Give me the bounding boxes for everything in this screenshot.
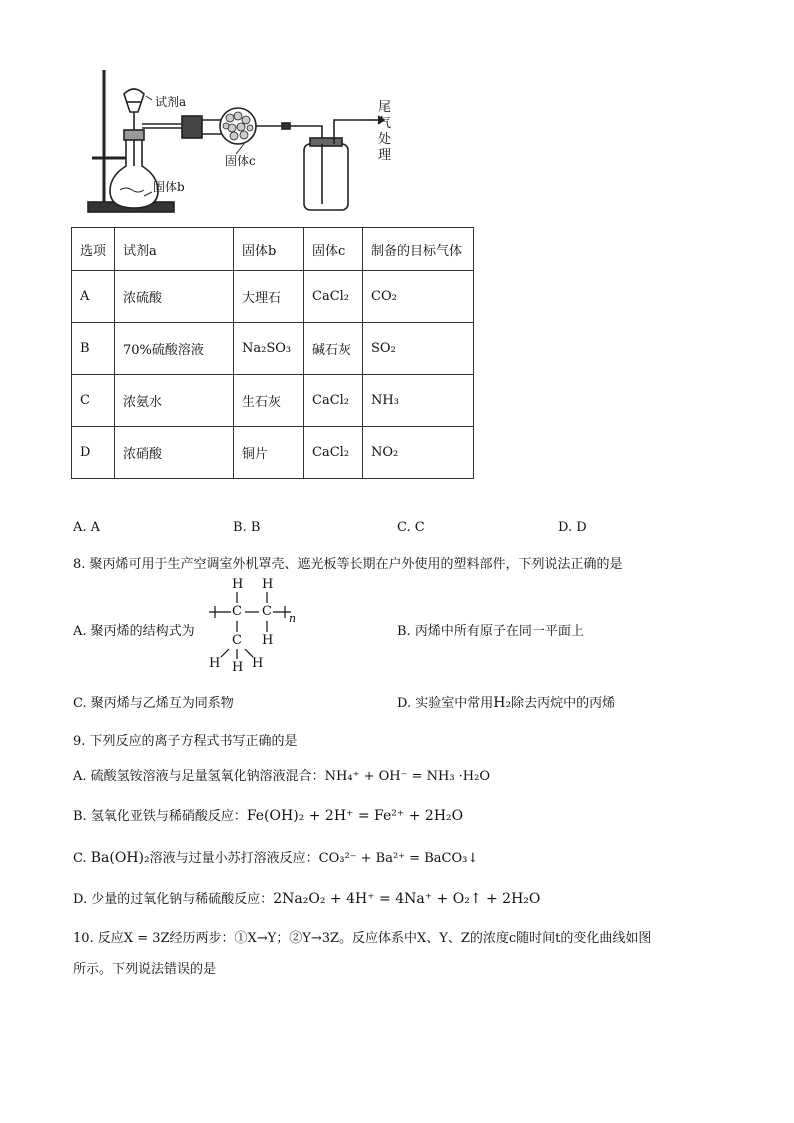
atom-h: H [262,633,274,648]
atom-h: H [209,656,221,671]
table-row [72,271,474,323]
table-cell: Na₂SO₃ [234,323,304,375]
tail-gas-char: 气 [378,116,392,131]
q7-choice-d: D. D [558,520,587,535]
atom-h: H [252,656,264,671]
q8-option-c: C. 聚丙烯与乙烯互为同系物 [73,696,234,711]
apparatus-figure [86,66,406,218]
q9-option-b-text: B. 氢氧化亚铁与稀硝酸反应： [73,809,247,824]
q9-option-d-text: D. 少量的过氧化钠与稀硫酸反应： [73,892,274,907]
q9-option-d [73,888,540,907]
table-header-cell: 试剂a [115,228,234,271]
table-header-cell: 固体c [304,228,363,271]
atom-c: C [262,604,272,619]
repeat-n: n [289,612,297,625]
table-cell: CaCl₂ [304,375,363,427]
q9-option-a [73,765,490,784]
table-cell: 70%硫酸溶液 [115,323,234,375]
tail-gas-char: 理 [378,148,392,163]
label-solid-b: 固体b [153,180,185,194]
table-cell: NO₂ [363,427,474,479]
polypropylene-structure [205,575,305,679]
label-tail-gas [378,100,392,164]
q7-choice-a: A. A [73,520,101,535]
table-cell: NH₃ [363,375,474,427]
atom-h: H [232,660,244,675]
q9-option-b-equation: Fe(OH)₂ + 2H⁺ = Fe²⁺ + 2H₂O [246,808,464,824]
table-cell: SO₂ [363,323,474,375]
q9-option-c [73,847,478,866]
q9-option-d-equation: 2Na₂O₂ + 4H⁺ = 4Na⁺ + O₂↑ + 2H₂O [273,891,541,907]
table-cell: 铜片 [234,427,304,479]
q7-choice-c: C. C [397,520,425,535]
q9-option-c-base: Ba(OH)₂ [90,850,150,866]
q10-stem-line1: 10. 反应X = 3Z经历两步：①X→Y；②Y→3Z。反应体系中X、Y、Z的浓度c随时间t的变化曲线如图 [73,931,652,946]
table-cell: 生石灰 [234,375,304,427]
q8-option-d-h2: H₂ [493,695,512,711]
table-cell: D [72,427,115,479]
label-reagent-a: 试剂a [155,95,187,109]
table-header-cell: 固体b [234,228,304,271]
table-header-cell: 选项 [72,228,115,271]
table-cell: 浓硫酸 [115,271,234,323]
table-row [72,427,474,479]
q9-option-c-text: 溶液与过量小苏打溶液反应： [149,851,319,866]
table-row [72,375,474,427]
q8-stem: 8. 聚丙烯可用于生产空调室外机罩壳、遮光板等长期在户外使用的塑料部件，下列说法正确的是 [73,557,623,572]
q8-option-b: B. 丙烯中所有原子在同一平面上 [397,624,584,639]
atom-c: C [232,604,242,619]
atom-c: C [232,633,242,648]
q9-option-a-text: A. 硫酸氢铵溶液与足量氢氧化钠溶液混合： [73,769,325,784]
table-row [72,323,474,375]
q8-option-d [397,692,615,711]
options-table [71,227,474,479]
atom-h: H [262,577,274,592]
q8-option-a: A. 聚丙烯的结构式为 [73,624,195,639]
q9-option-b [73,805,463,824]
table-header-row [72,228,474,271]
q7-choice-b: B. B [233,520,261,535]
q8-option-d-pre: D. 实验室中常用 [397,696,494,711]
tail-gas-char: 尾 [378,100,392,115]
q10-stem-line2: 所示。下列说法错误的是 [73,962,217,977]
table-cell: CaCl₂ [304,271,363,323]
q9-option-c-pre: C. [73,851,91,866]
table-cell: CaCl₂ [304,427,363,479]
table-cell: 浓氨水 [115,375,234,427]
q8-option-d-post: 除去丙烷中的丙烯 [511,696,616,711]
tail-gas-char: 处 [378,132,392,147]
q9-stem: 9. 下列反应的离子方程式书写正确的是 [73,734,298,749]
atom-h: H [232,577,244,592]
table-cell: B [72,323,115,375]
q9-option-a-equation: NH₄⁺ + OH⁻ = NH₃ ·H₂O [324,769,491,784]
table-cell: CO₂ [363,271,474,323]
q9-option-c-equation: CO₃²⁻ + Ba²⁺ = BaCO₃↓ [318,851,479,866]
table-cell: 浓硝酸 [115,427,234,479]
table-cell: 大理石 [234,271,304,323]
table-cell: C [72,375,115,427]
table-header-cell: 制备的目标气体 [363,228,474,271]
table-cell: A [72,271,115,323]
label-solid-c: 固体c [225,154,256,168]
table-cell: 碱石灰 [304,323,363,375]
